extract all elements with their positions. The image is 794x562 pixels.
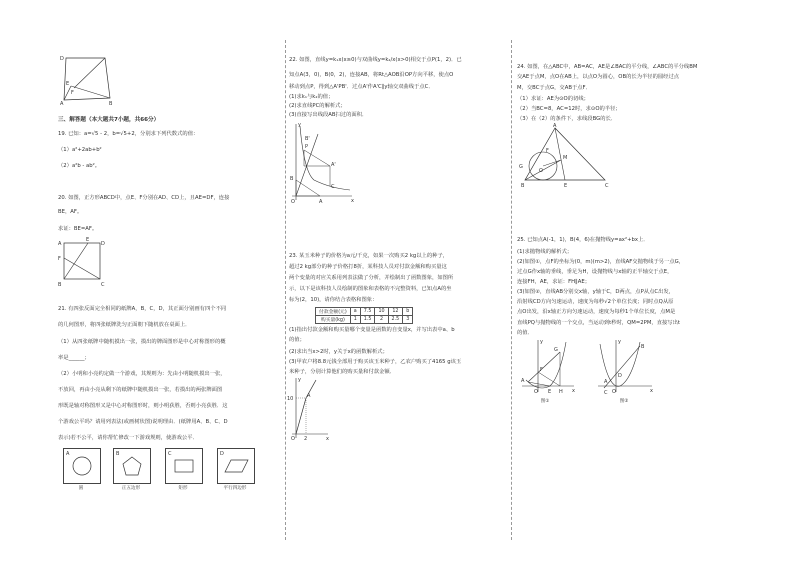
figure-caption-2: 图② — [619, 399, 629, 404]
table-cell: a — [350, 308, 360, 316]
column-divider-right — [511, 40, 512, 540]
q23-line4: 示，以下是该科技人员绘制的图象和表格的不完整资料，已知点A的坐 — [289, 286, 452, 292]
label-e: E — [548, 389, 552, 395]
q24-line4: （1）求证：AE为⊙O的切线； — [517, 96, 589, 102]
card-b — [113, 448, 151, 484]
table-cell: 1.5 — [360, 316, 375, 324]
label-c: C — [604, 390, 608, 396]
card-caption: 圆 — [78, 486, 84, 491]
q25-line2: (1)求抛物线的解析式； — [517, 249, 573, 255]
label-b: B — [641, 344, 645, 350]
card-c — [165, 448, 203, 484]
card-letter: A — [66, 451, 70, 457]
label-c: C — [331, 184, 335, 190]
q22-line4: (1)求k₁与k₂的值； — [289, 94, 334, 100]
table-cell: b — [403, 308, 413, 316]
card-letter: B — [116, 451, 120, 457]
label-a: A — [521, 378, 525, 384]
label-g: G — [519, 164, 523, 170]
parallelogram-shape — [218, 449, 254, 483]
label-o: O — [612, 389, 616, 395]
label-f: F — [540, 367, 543, 373]
table-row — [316, 316, 413, 324]
q21-line2: 的几何图形，将四张纸牌洗匀正面朝下随机放在桌面上． — [58, 322, 191, 328]
q22-line3: 移动到点P，得到△A'PB'．过点A'作A'C∥y轴交双曲线于点C． — [289, 84, 434, 90]
card-caption: 平行四边形 — [223, 486, 247, 491]
q21-line7: 形既是轴对称图形又是中心对称图形时，则小明获胜，否则小亮获胜．这 — [58, 403, 228, 409]
figure-q23-graph — [286, 374, 330, 442]
q20-line2: BE，AF。 — [58, 209, 83, 215]
label-a-prime: A' — [331, 162, 336, 168]
label-d: D — [618, 373, 622, 379]
label-a: A — [553, 123, 557, 129]
q25-line10: 的值． — [517, 330, 533, 336]
label-p: P — [305, 144, 309, 150]
q25-line5: 连接FH，AE，求证：FH∥AE； — [517, 279, 591, 285]
label-a: A — [604, 379, 608, 385]
table-header-cell: 购买量(kg) — [316, 316, 351, 324]
table-cell: 2 — [375, 316, 388, 324]
q21-line6: 不放回，再由小亮从剩下的纸牌中随机摸出一张，若摸出的两张牌面图 — [58, 387, 223, 393]
label-g: G — [554, 347, 558, 353]
axis-x-label: x — [572, 388, 575, 394]
figure-top-square — [58, 54, 114, 106]
column-divider-left — [285, 40, 286, 540]
card-caption: 矩形 — [178, 486, 188, 491]
label-d: D — [60, 56, 64, 62]
q23-line7: 的值； — [289, 337, 305, 343]
label-m: M — [563, 155, 568, 161]
q22-line2: 知点A(3，0)，B(0，2)，连接AB，将Rt△AOB沿OP方向平移，使点O — [289, 72, 454, 78]
card-letter: D — [220, 451, 224, 457]
label-b-prime: B' — [305, 136, 310, 142]
axis-y-label: y — [298, 377, 301, 383]
figure-q22-graph — [290, 120, 356, 206]
q23-line2: 超过2 kg部分的种子价格打8折，某科技人员对付款金额和购买量这 — [289, 264, 447, 270]
label-o: O — [291, 199, 295, 205]
label-o: O — [291, 436, 295, 442]
label-b: B — [109, 101, 113, 107]
q23-line10: 米种子，分别计算他们的购买量和付款金额． — [289, 369, 395, 375]
axis-x-label: x — [326, 436, 329, 442]
label-e: E — [86, 237, 90, 243]
label-e: E — [66, 81, 70, 87]
table-header-cell: 付款金额(元) — [316, 308, 351, 316]
label-d: D — [101, 241, 105, 247]
q20-stem: 20. 如图，正方形ABCD中，点E、F分别在AD、CD上，且AE=DF，连接 — [58, 195, 230, 201]
q23-line8: (2)求出当x>2时，y关于x的函数解析式； — [289, 349, 388, 355]
label-o: O — [534, 389, 538, 395]
figure-q25-graph-1 — [520, 336, 576, 396]
card-a — [63, 448, 101, 484]
q21-line9: 表示)若不公平，请你帮忙修改一下游戏规则，使游戏公平． — [58, 435, 198, 441]
q25-line9: 直线PQ与抛物线的一个交点，当运动到t秒时，QM=2PM，直接写出t — [517, 320, 680, 326]
label-a: A — [60, 101, 64, 107]
card-caption: 正五边形 — [121, 486, 141, 491]
q25-line8: 点O出发，沿x轴正方向匀速运动，速度为每秒1个单位长度，点M是 — [517, 309, 676, 315]
label-f: F — [546, 148, 549, 154]
table-cell: 7.5 — [360, 308, 375, 316]
axis-x-label: x — [650, 388, 653, 394]
q24-line3: M，交BC于点G，交AB于点F． — [517, 85, 591, 91]
q24-line1: 24. 如图，在△ABC中，AB=AC，AE是∠BAC的平分线，∠ABC的平分线BM — [517, 64, 698, 70]
label-c: C — [101, 282, 105, 288]
q19-stem: 19. 已知：a=√5 - 2，b=√5+2，分别求下列代数式的值： — [58, 131, 199, 137]
table-cell: 12 — [388, 308, 403, 316]
q25-line3: (2)如图①，点F的坐标为(0，m)(m>2)，直线AF交抛物线于另一点G， — [517, 259, 685, 265]
label-c: C — [605, 183, 609, 189]
card-letter: C — [168, 451, 172, 457]
axis-x-label: x — [351, 198, 354, 204]
q25-line6: (3)如图②，直线AB分别交x轴，y轴于C，D两点，点P从点C出发， — [517, 289, 674, 295]
label-o: O — [539, 168, 543, 174]
table-cell: 2.5 — [388, 316, 403, 324]
q24-line2: 交AE于点M，点O在AB上，以点O为圆心，OB的长为半径的圆经过点 — [517, 74, 680, 80]
q23-line3: 两个变量的对应关系用列表法做了分析，并绘制出了函数图象，如图所 — [289, 275, 454, 281]
q23-line9: (3)甲农户将8.8元钱全部用于购买该玉米种子，乙农户购买了4165 g该玉 — [289, 359, 462, 365]
q21-line4: 率是______； — [58, 355, 90, 361]
label-a: A — [319, 199, 323, 205]
circle-shape — [64, 449, 100, 483]
q21-line5: （2）小明和小亮约定做一个游戏，其规则为：先由小明随机摸出一张， — [58, 371, 226, 377]
figure-q20-square — [58, 238, 106, 288]
label-b: B — [290, 176, 294, 182]
q24-line5: （2）当BC=8，AC=12时，求⊙O的半径； — [517, 106, 621, 112]
q23-line1: 23. 某玉米种子的价格为a元/千克，如果一次购买2 kg以上的种子， — [289, 253, 449, 259]
q22-line1: 22. 如图，直线y=k₁x(x≥0)与双曲线y=k₂/x(x>0)相交于点P(1，2)．已 — [289, 57, 462, 63]
section-title: 三、解答题（本大题共7小题，共66分） — [58, 117, 160, 123]
figure-q25-graph-2 — [596, 336, 654, 396]
table-row — [316, 308, 413, 316]
label-e: E — [564, 183, 568, 189]
q25-line1: 25. 已知点A(-1，1)，B(4，6)在抛物线y=ax²+bx上． — [517, 237, 649, 243]
label-f: F — [71, 90, 74, 96]
table-cell: 10 — [375, 308, 388, 316]
q20-prove: 求证：BE=AF。 — [58, 226, 98, 232]
table-cell: 1 — [350, 316, 360, 324]
label-b: B — [58, 282, 62, 288]
q19-part2: （2）a²b - ab²。 — [58, 163, 101, 169]
q22-line6: (3)直接写出线段AB扫过的面积． — [289, 112, 368, 118]
q21-line1: 21. 有四张反面完全相同的纸牌A，B，C，D，其正面分别画有四个不同 — [58, 306, 227, 312]
q21-line8: 个游戏公平吗？请用列表法(或画树状图)说明理由．(纸牌用A、B、C、D — [58, 419, 228, 425]
q23-table — [315, 307, 413, 324]
label-h: H — [559, 389, 563, 395]
tick-y-10: 10 — [287, 396, 294, 402]
figure-caption-1: 图① — [540, 399, 550, 404]
q25-line4: 过点G作x轴的垂线，垂足为H，设抛物线与x轴的正半轴交于点E， — [517, 269, 673, 275]
q23-line6: (1)指出付款金额和购买量哪个变量是函数的自变量x，并写出表中a、b — [289, 327, 455, 333]
figure-q24-triangle — [515, 124, 611, 190]
table-cell: 3 — [403, 316, 413, 324]
axis-y-label: y — [540, 339, 543, 345]
q21-line3: （1）从四张纸牌中随机摸出一张，摸出的牌面图形是中心对称图形的概 — [58, 339, 226, 345]
label-b: B — [521, 183, 525, 189]
tick-x-2: 2 — [304, 436, 308, 442]
card-d — [217, 448, 255, 484]
axis-y-label: y — [618, 339, 621, 345]
axis-y-label: y — [298, 122, 301, 128]
rectangle-shape — [166, 449, 202, 483]
label-f: F — [58, 256, 61, 262]
q19-part1: （1）a²+2ab+b² — [58, 147, 102, 153]
pentagon-shape — [114, 449, 150, 483]
label-a: A — [58, 241, 62, 247]
q22-line5: (2)求直线PC的解析式； — [289, 103, 346, 109]
q25-line7: 沿射线CD方向匀速运动，速度为每秒√2个单位长度；同时点Q从原 — [517, 299, 674, 305]
q24-line6: （3）在（2）的条件下，求线段BG的长． — [517, 116, 617, 122]
label-a: A — [307, 393, 311, 399]
q23-line5: 标为(2，10)，请你结合表格和图象： — [289, 297, 378, 303]
